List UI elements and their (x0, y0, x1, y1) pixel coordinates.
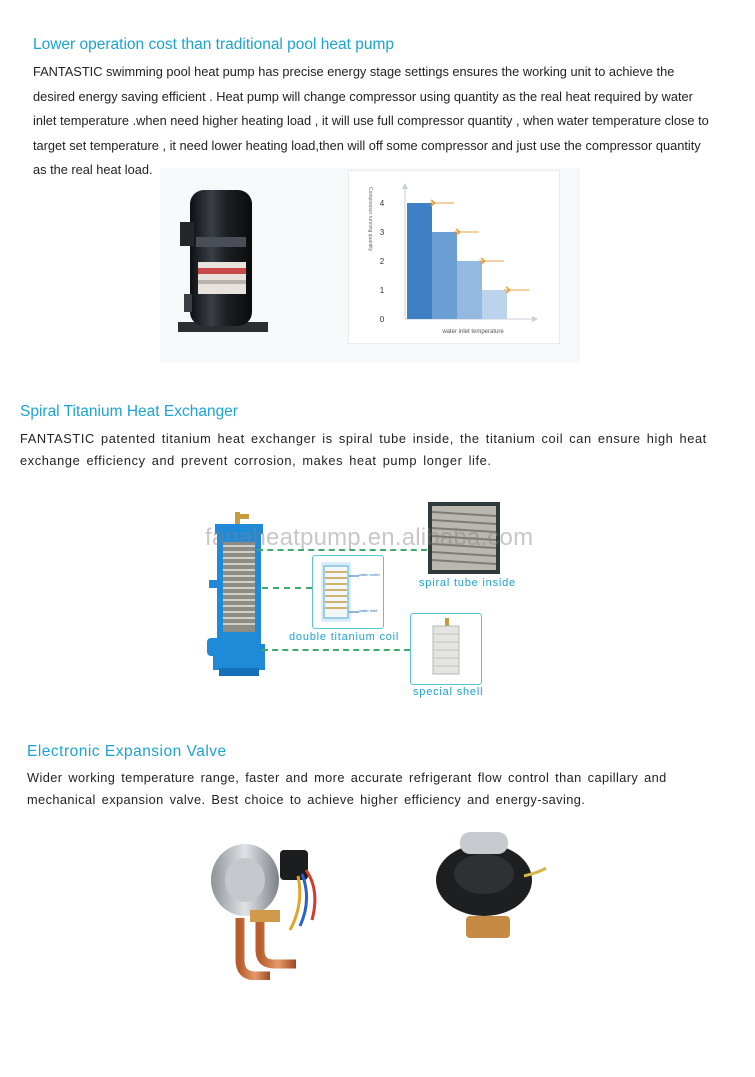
section-heading-operation-cost: Lower operation cost than traditional pool heat pump (33, 36, 395, 53)
body-line: desired energy saving efficient . Heat pump will change compressor using quantity as the real heat required by water (33, 88, 693, 104)
chart-bar (407, 203, 432, 319)
double-coil-image (313, 556, 383, 628)
body-line: exchange efficiency and prevent corrosion, makes heat pump longer life. (20, 453, 492, 468)
special-shell-image (411, 614, 481, 684)
y-tick-label: 4 (379, 199, 385, 208)
double-coil-callout (312, 555, 384, 629)
body-line: FANTASTIC swimming pool heat pump has precise energy stage settings ensures the working unit to achieve the (33, 64, 675, 79)
body-line: Wider working temperature range, faster and more accurate refrigerant flow control than capillary and (27, 770, 667, 785)
x-axis-title: water inlet temperature (442, 329, 504, 335)
y-tick-label: 3 (379, 228, 385, 237)
compressor-stage-chart (348, 170, 560, 344)
y-tick-label: 1 (379, 286, 385, 295)
chart-bar (432, 232, 457, 319)
watermark: fanaheatpump.en.alibaba.com (205, 524, 534, 551)
double-coil-label: double titanium coil (289, 631, 400, 643)
expansion-valve-image-left (200, 830, 330, 980)
section-heading-heat-exchanger: Spiral Titanium Heat Exchanger (20, 403, 238, 420)
connector-line-shell (262, 649, 410, 651)
x-axis-arrow (532, 316, 538, 322)
body-line: target set temperature , it need lower heating load,then will off some compressor and just use the compressor quantity (33, 137, 701, 153)
body-line: as the real heat load. (33, 162, 153, 177)
y-tick-label: 2 (379, 257, 385, 266)
spiral-tube-label: spiral tube inside (419, 577, 516, 589)
coil-rings (223, 542, 255, 632)
section-heading-expansion-valve: Electronic Expansion Valve (27, 743, 227, 760)
special-shell-callout (410, 613, 482, 685)
section-body-operation-cost (33, 60, 748, 183)
connector-line-coil (262, 587, 312, 589)
body-line: mechanical expansion valve. Best choice to achieve higher efficiency and energy-saving. (27, 792, 586, 807)
chart-bar (457, 261, 482, 319)
compressor-image (168, 182, 298, 352)
y-axis-arrow (402, 183, 408, 189)
coil-outlet-label: water outlet (359, 572, 380, 577)
special-shell-label: special shell (413, 686, 484, 698)
chart-bar (482, 290, 507, 319)
section-body-heat-exchanger (20, 428, 750, 472)
coil-inlet-label: water inlet (359, 608, 378, 613)
y-tick-label: 0 (379, 315, 385, 324)
body-line: inlet temperature .when need higher heating load , it will use full compressor quantity , when water temperature close to (33, 113, 709, 128)
body-line: FANTASTIC patented titanium heat exchanger is spiral tube inside, the titanium coil can ensure high heat (20, 431, 707, 446)
compressor-figure-panel (160, 168, 580, 363)
chart-svg (349, 171, 559, 343)
y-axis-title: Compressor running quantity (367, 187, 373, 252)
expansion-valve-image-right (412, 828, 552, 988)
section-body-expansion-valve (27, 767, 747, 811)
